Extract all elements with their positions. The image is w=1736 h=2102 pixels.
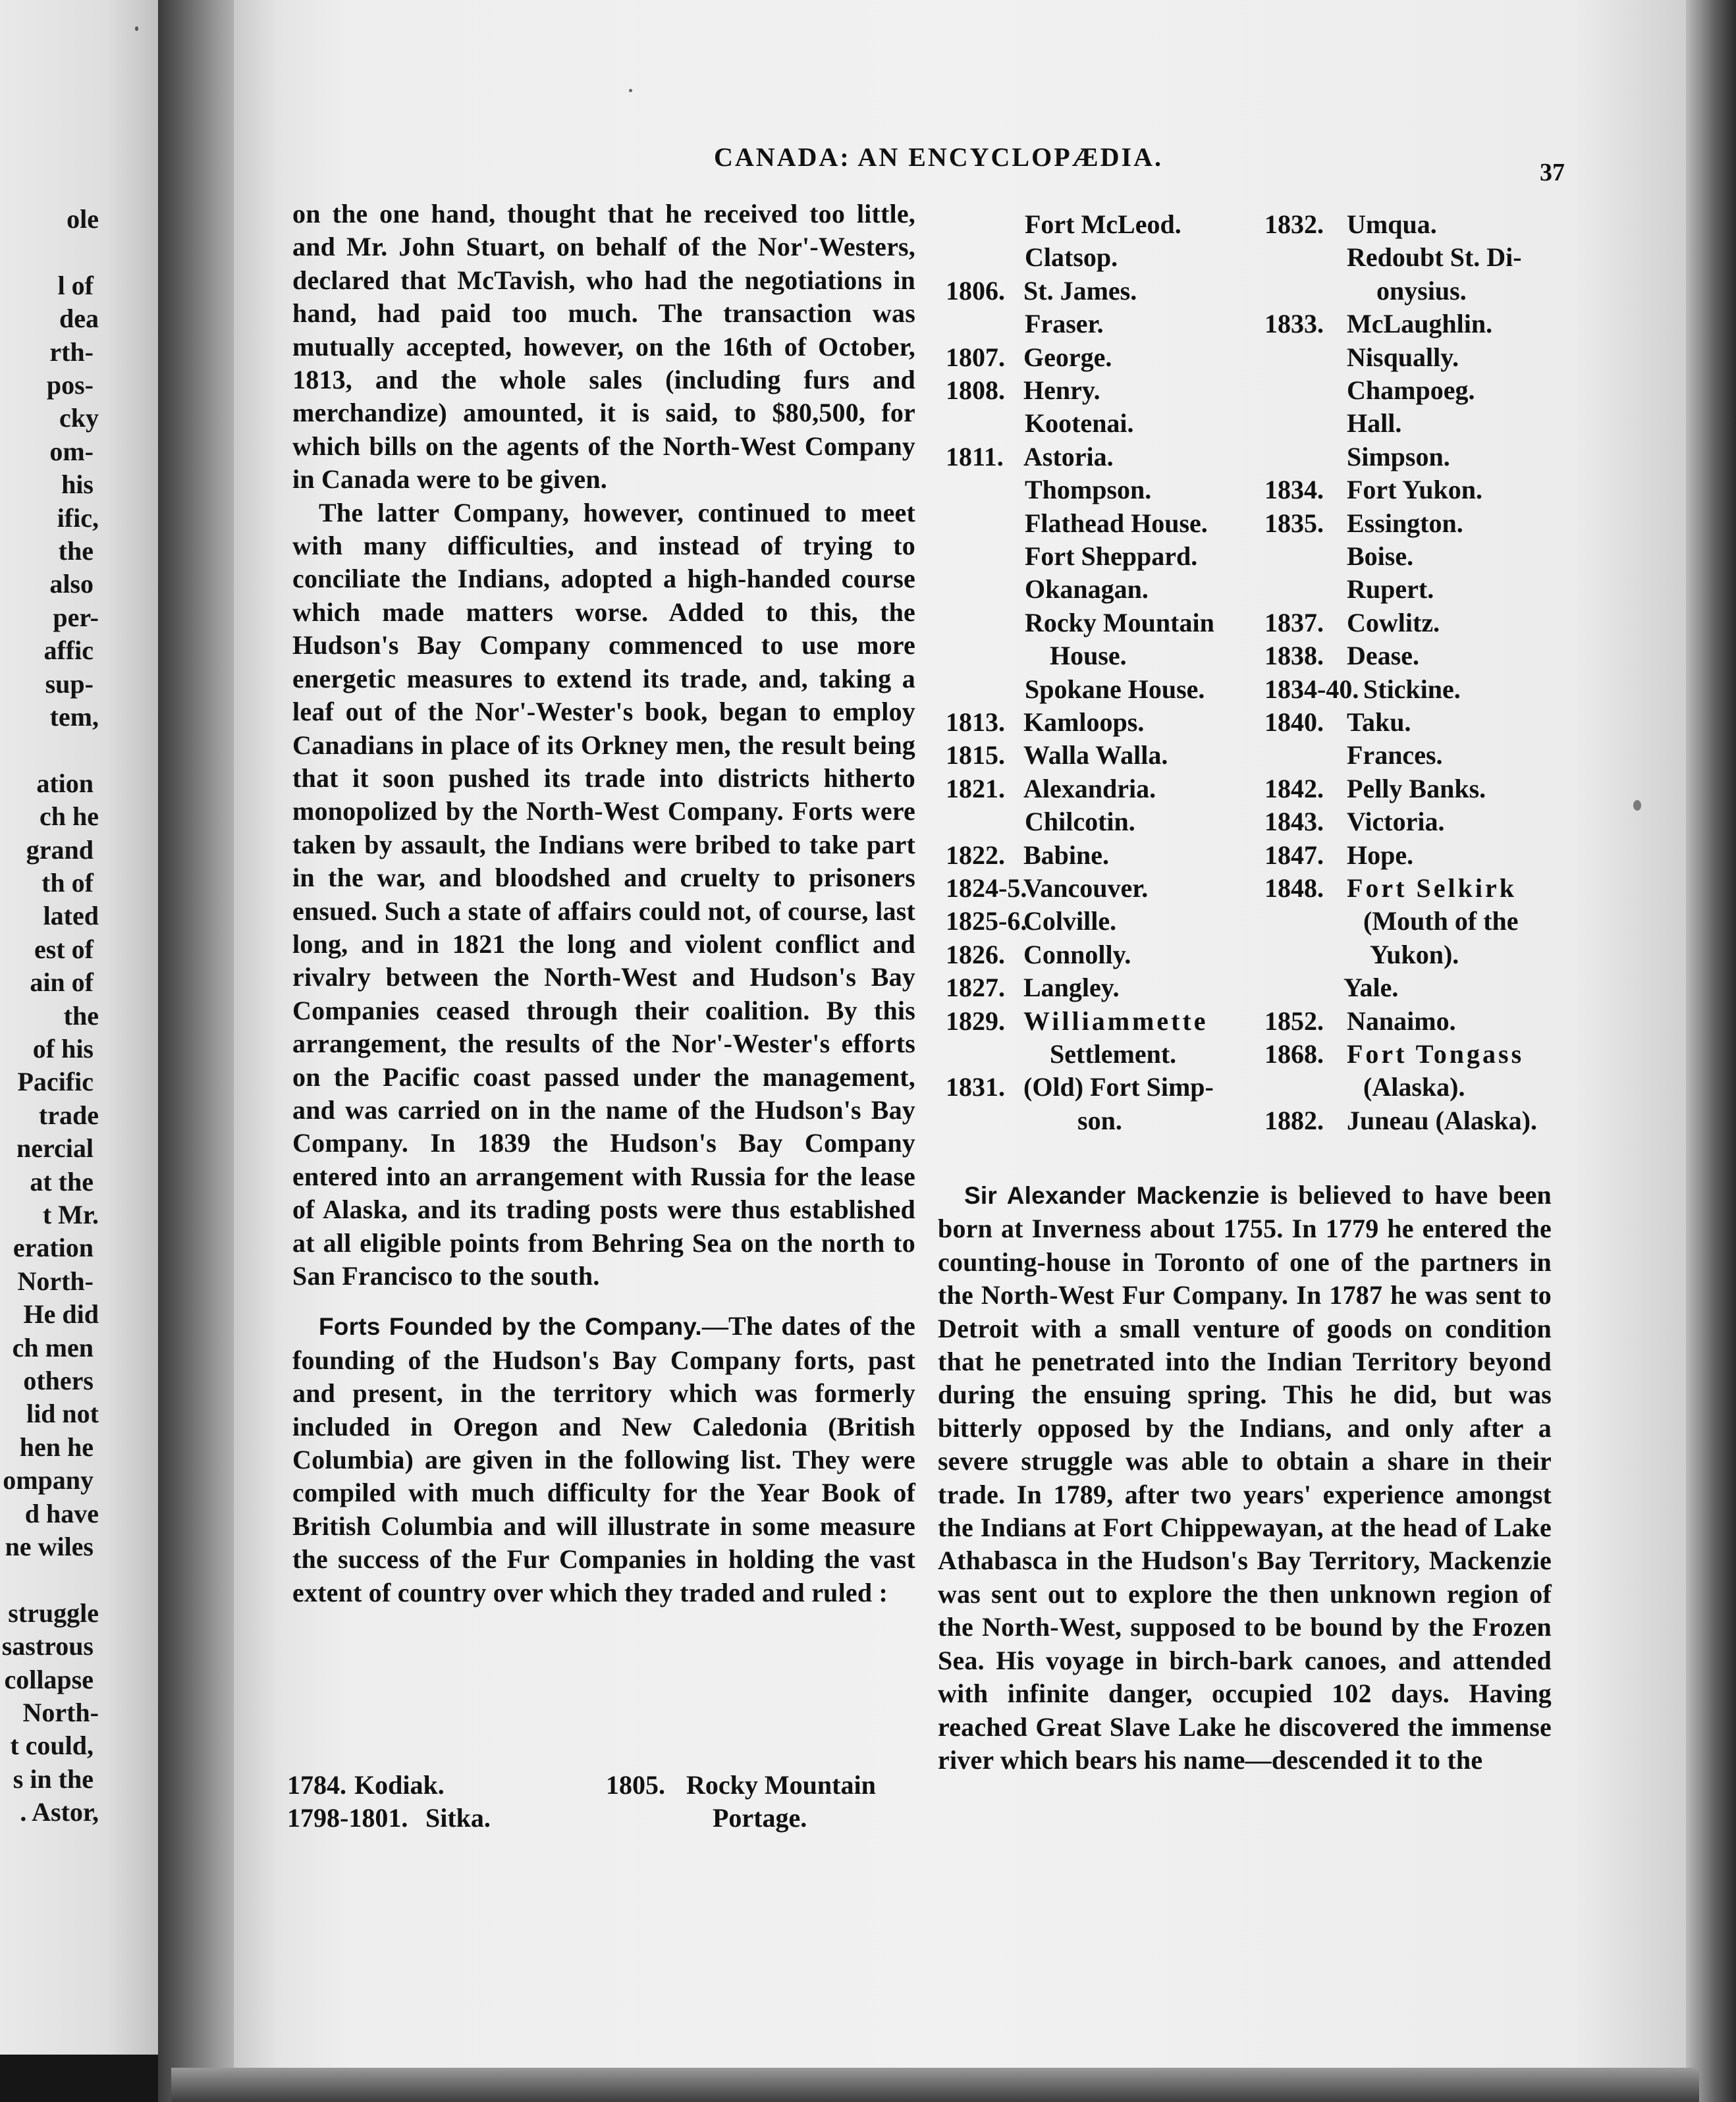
fort-name: (Old) Fort Simp-	[1023, 1072, 1214, 1102]
fort-year: 1831.	[946, 1072, 1005, 1102]
fort-name: House.	[1050, 641, 1127, 671]
fort-entry	[946, 1104, 1122, 1137]
fort-name: Fraser.	[1025, 309, 1104, 339]
fort-name: Essington.	[1347, 508, 1463, 538]
fort-entry	[287, 1802, 491, 1835]
left-page-line: ch men	[12, 1332, 94, 1362]
left-page-line: ific,	[57, 502, 99, 533]
fort-entry	[1264, 208, 1437, 241]
running-header: CANADA: AN ENCYCLOPÆDIA.	[714, 142, 1163, 172]
fort-entry	[1264, 473, 1482, 506]
fort-year: 1784.	[287, 1770, 346, 1800]
fort-name: Williammette	[1023, 1006, 1208, 1036]
left-page-line: eration	[13, 1233, 94, 1263]
fort-entry	[1264, 905, 1519, 938]
fort-name: Spokane House.	[1025, 674, 1205, 704]
fort-name: Fort Sheppard.	[1025, 541, 1198, 571]
fort-entry	[1264, 805, 1444, 838]
left-page-line: t could,	[10, 1731, 94, 1761]
fort-name: George.	[1023, 342, 1112, 372]
fort-entry	[1264, 839, 1413, 872]
paragraph-latter-company: The latter Company, however, continued to meet with many difficulties, and instead of trying to conciliate the Indians, adopted a high-handed course which made matters worse. Added to this, the Hudson's Bay Company commenced to use more energetic measures to extend its trade, and, taking a leaf out of the Nor'-Wester's book, began to employ Canadians in place of its Orkney men, the result being that it soon pushed its trade into districts hitherto monopolized by the North-West Company. Forts were taken by assault, the Indians were bribed to take part in the war, and bloodshed and cruelty to prisoners ensued. Such a state of affairs could not, of course, last long, and in 1821 the long and violent conflict and rivalry between the North-West and Hudson's Bay Companies ceased through their coalition. By this arrangement, the results of the Nor'-Wester's efforts on the Pacific coast passed under the management, and was carried on in the name of the Hudson's Bay Company. In 1839 the Hudson's Bay Company entered into an arrangement with Russia for the lease of Alaska, and its trading posts were thus established at all eligible points from Behring Sea on the north to San Francisco to the south.	[292, 497, 915, 1291]
left-page-line: grand	[26, 834, 94, 865]
fort-name: Henry.	[1023, 375, 1100, 405]
fort-name: Portage.	[713, 1803, 807, 1833]
paragraph-transaction: on the one hand, thought that he received too little, and Mr. John Stuart, on behalf of the Nor'-Westers, declared that McTavish, who had the negotiations in hand, had paid too much. The transaction was mutually accepted, however, on the 16th of October, 1813, and the whole sales (including furs and merchandize) amounted, it is said, to $80,500, for which bills on the agents of the North-West Company in Canada were to be given.	[292, 199, 915, 495]
fort-entry	[1264, 341, 1459, 374]
left-page-line: . Astor,	[20, 1797, 99, 1827]
fort-year: 1847.	[1264, 840, 1324, 870]
fort-name: Yale.	[1343, 973, 1399, 1003]
fort-entry	[1264, 639, 1419, 672]
mackenzie-body: is believed to have been born at Inverness about 1755. In 1779 he entered the counting-house in Toronto of one of the partners in the North-West Fur Company. In 1787 he was sent to Detroit with a small venture of goods on condition that he penetrated into the Indian Territory beyond during the ensuing spring. This he did, but was bitterly opposed by the Indians, and only after a severe struggle was able to obtain a share in their trade. In 1789, after two years' experience amongst the Indians at Fort Chippewayan, at the head of Lake Athabasca in the Hudson's Bay Territory, Mackenzie was sent out to explore the then unknown region of the North-West, supposed to be bound by the Frozen Sea. His voyage in birch-bark canoes, and attended with infinite danger, occupied 102 days. Having reached Great Slave Lake he discovered the immense river which bears his name—descended it to the	[938, 1180, 1552, 1775]
fort-year: 1798-1801.	[287, 1803, 408, 1833]
fort-entry	[1264, 971, 1398, 1004]
fort-year: 1824-5.	[946, 873, 1027, 903]
fort-name: Taku.	[1347, 707, 1411, 737]
fort-entry	[1264, 606, 1440, 639]
fort-entry	[946, 1038, 1176, 1071]
fort-entry	[946, 308, 1104, 340]
fort-name: (Mouth of the	[1363, 906, 1519, 936]
fort-entry	[946, 673, 1205, 706]
fort-year: 1808.	[946, 375, 1005, 405]
fort-entry	[946, 739, 1168, 772]
left-page-line: also	[49, 569, 94, 599]
fort-entry	[1264, 1005, 1456, 1038]
left-page-line: collapse	[4, 1664, 94, 1694]
left-page-line: est of	[34, 934, 94, 964]
fort-name: Redoubt St. Di-	[1347, 242, 1522, 273]
fort-name: Hall.	[1347, 408, 1402, 439]
left-page-line: rth-	[49, 337, 94, 367]
left-page-line: ch he	[40, 801, 99, 832]
left-page-line: l of	[57, 270, 94, 300]
fort-name: Walla Walla.	[1023, 740, 1168, 770]
fort-year: 1833.	[1264, 309, 1324, 339]
fort-name: Rupert.	[1347, 574, 1434, 605]
page-number: 37	[1540, 159, 1565, 186]
fort-name: Kootenai.	[1025, 408, 1134, 439]
fort-name: Hope.	[1347, 840, 1414, 870]
fort-name: Flathead House.	[1025, 508, 1208, 538]
fort-name: Yukon).	[1370, 939, 1459, 969]
fort-entry	[946, 275, 1137, 308]
fort-entry	[1264, 1038, 1524, 1071]
left-page-line: hen he	[19, 1432, 94, 1462]
fort-name: Stickine.	[1363, 674, 1461, 704]
fort-name: Babine.	[1023, 840, 1110, 870]
paper-speck	[135, 26, 138, 31]
fort-name: McLaughlin.	[1347, 309, 1493, 339]
fort-year: 1848.	[1264, 873, 1324, 903]
fort-name: Fort McLeod.	[1025, 209, 1181, 239]
fort-year: 1852.	[1264, 1006, 1324, 1036]
fort-year: 1813.	[946, 707, 1005, 737]
fort-entry	[1264, 441, 1450, 473]
fort-year: 1807.	[946, 342, 1005, 372]
fort-name: Fort Selkirk	[1347, 873, 1517, 903]
left-page-line: om-	[49, 436, 94, 466]
fort-name: Fort Tongass	[1347, 1039, 1525, 1069]
fort-name: Chilcotin.	[1025, 807, 1135, 837]
fort-year: 1827.	[946, 973, 1005, 1003]
fort-year: 1834.	[1264, 475, 1324, 505]
left-page-line: ain of	[30, 967, 94, 998]
fort-entry	[606, 1769, 876, 1802]
left-page-line: ole	[67, 204, 99, 234]
fort-entry	[1264, 374, 1475, 407]
left-page-line: lated	[43, 901, 99, 931]
fort-entry	[946, 507, 1208, 540]
left-page-line: North-	[17, 1266, 94, 1296]
fort-name: Umqua.	[1347, 209, 1437, 239]
fort-year: 1868.	[1264, 1039, 1324, 1069]
left-page-line: lid not	[26, 1399, 99, 1429]
fort-entry	[1264, 241, 1522, 274]
fort-entry	[946, 706, 1144, 739]
fort-name: Settlement.	[1050, 1039, 1177, 1069]
fort-name: Astoria.	[1023, 441, 1114, 472]
fort-entry	[946, 540, 1197, 573]
left-page-line: at the	[30, 1166, 94, 1197]
fort-name: Connolly.	[1023, 939, 1131, 969]
fort-name: St. James.	[1023, 275, 1137, 306]
paper-speck	[629, 89, 632, 92]
fort-year: 1822.	[946, 840, 1005, 870]
fort-name: Kodiak.	[354, 1770, 445, 1800]
fort-entry	[1264, 872, 1517, 905]
fort-year: 1843.	[1264, 807, 1324, 837]
left-page-line: struggle	[8, 1598, 99, 1628]
fort-entry	[946, 839, 1109, 872]
left-page-line: d have	[24, 1498, 99, 1528]
paragraph-mackenzie	[938, 1179, 1552, 1777]
fort-year: 1837.	[1264, 607, 1324, 637]
fort-entry	[1264, 507, 1463, 540]
fort-year: 1840.	[1264, 707, 1324, 737]
paragraph-forts-intro	[292, 1310, 915, 1609]
fort-year: 1815.	[946, 740, 1005, 770]
left-page-line: pos-	[46, 370, 94, 400]
fort-entry	[606, 1802, 807, 1835]
left-page-line: t Mr.	[42, 1200, 99, 1229]
fort-entry	[1264, 275, 1467, 308]
fort-name: Rocky Mountain	[686, 1770, 876, 1800]
fort-name: Simpson.	[1347, 441, 1450, 472]
fort-name: Kamloops.	[1023, 707, 1145, 737]
fort-name: Champoeg.	[1347, 375, 1475, 405]
fort-name: Pelly Banks.	[1347, 773, 1486, 803]
fort-entry	[1264, 772, 1486, 805]
fort-name: Colville.	[1023, 906, 1117, 936]
left-page-line: the	[58, 536, 94, 566]
fort-entry	[946, 241, 1118, 274]
fort-name: Alexandria.	[1023, 773, 1156, 803]
fort-entry	[1264, 938, 1459, 971]
fort-entry	[946, 606, 1214, 639]
fort-year: 1832.	[1264, 209, 1324, 239]
left-page-fragment	[0, 0, 178, 2055]
fort-year: 1825-6.	[946, 906, 1027, 936]
left-page-line: ation	[36, 768, 94, 798]
left-page-line: North-	[22, 1698, 99, 1727]
fort-entry	[287, 1769, 445, 1802]
fort-entry	[946, 938, 1131, 971]
fort-name: Nisqually.	[1347, 342, 1459, 372]
left-page-line: s in the	[13, 1764, 94, 1794]
fort-entry	[946, 772, 1156, 805]
fort-name: Thompson.	[1025, 475, 1152, 505]
left-page-line: dea	[59, 304, 99, 334]
fort-year: 1826.	[946, 939, 1005, 969]
forts-intro-text: —The dates of the founding of the Hudson's Bay Company forts, past and present, in the territory which was formerly included in Oregon and New Caledonia (British Columbia) are given in the following list. They were compiled with much difficulty for the Year Book of British Columbia and will illustrate in some measure the success of the Fur Companies in holding the vast extent of country over which they traded and ruled :	[292, 1311, 915, 1607]
fort-name: Langley.	[1023, 973, 1120, 1003]
fort-year: 1805.	[606, 1770, 665, 1800]
fort-year: 1838.	[1264, 641, 1324, 671]
left-page-line: cky	[59, 403, 99, 433]
paper-speck	[1633, 800, 1641, 811]
fort-year: 1806.	[946, 275, 1005, 306]
fort-entry	[946, 573, 1149, 606]
fort-year: 1834-40.	[1264, 674, 1359, 704]
fort-name: Okanagan.	[1025, 574, 1149, 605]
left-page-line: Pacific	[17, 1067, 94, 1097]
fort-name: Victoria.	[1347, 807, 1445, 837]
left-page-line: sastrous	[1, 1631, 94, 1661]
left-page-line: th of	[41, 868, 94, 898]
fort-name: Sitka.	[425, 1803, 491, 1833]
fort-name: Clatsop.	[1025, 242, 1118, 273]
fort-name: Dease.	[1347, 641, 1419, 671]
fort-entry	[1264, 407, 1401, 440]
fort-year: 1835.	[1264, 508, 1324, 538]
fort-entry	[946, 473, 1151, 506]
left-page-line: trade	[38, 1100, 99, 1130]
fort-entry	[1264, 673, 1461, 706]
fort-year: 1842.	[1264, 773, 1324, 803]
left-page-line: He did	[23, 1299, 99, 1330]
fort-entry	[946, 374, 1100, 407]
left-page-line: per-	[53, 602, 99, 632]
fort-entry	[946, 805, 1135, 838]
gutter-shadow	[158, 0, 244, 2102]
left-page-line: others	[23, 1366, 94, 1395]
left-page-line: sup-	[45, 668, 94, 699]
fort-entry	[946, 971, 1120, 1004]
left-page-line: his	[61, 470, 94, 500]
fort-name: Frances.	[1347, 740, 1443, 770]
fort-entry	[1264, 308, 1492, 340]
mackenzie-heading: Sir Alexander Mackenzie	[964, 1182, 1260, 1209]
left-page-line: tem,	[49, 702, 99, 732]
fort-name: son.	[1077, 1105, 1122, 1135]
fort-year: 1882.	[1264, 1105, 1324, 1135]
fort-year: 1821.	[946, 773, 1005, 803]
fort-year: 1811.	[946, 441, 1004, 472]
fort-name: Fort Yukon.	[1347, 475, 1482, 505]
fort-entry	[946, 341, 1112, 374]
fort-name: (Alaska).	[1363, 1072, 1465, 1102]
fort-entry	[1264, 739, 1443, 772]
fort-entry	[946, 1071, 1214, 1104]
fort-entry	[946, 1005, 1208, 1038]
left-page-line: affic	[43, 635, 94, 666]
fort-entry	[1264, 573, 1434, 606]
left-page-line: the	[63, 1000, 99, 1031]
fort-name: Juneau (Alaska).	[1347, 1105, 1537, 1135]
fort-entry	[1264, 1104, 1537, 1137]
forts-heading: Forts Founded by the Company.	[319, 1313, 702, 1341]
left-page-line: ne wiles	[5, 1532, 94, 1561]
fort-entry	[1264, 1071, 1465, 1104]
fort-name: Boise.	[1347, 541, 1414, 571]
fort-entry	[1264, 540, 1413, 573]
fort-name: onysius.	[1376, 275, 1467, 306]
fort-entry	[946, 905, 1116, 938]
fort-name: Nanaimo.	[1347, 1006, 1456, 1036]
fort-entry	[946, 208, 1181, 241]
column-1	[292, 198, 915, 1609]
fort-entry	[1264, 706, 1411, 739]
page-edge	[1686, 0, 1736, 2102]
left-page-line: of his	[32, 1034, 94, 1064]
left-page-line: ompany	[3, 1465, 94, 1496]
column-mackenzie	[938, 1179, 1552, 1777]
bottom-edge	[171, 2068, 1699, 2102]
fort-entry	[946, 872, 1148, 905]
fort-name: Vancouver.	[1023, 873, 1149, 903]
fort-year: 1829.	[946, 1006, 1005, 1036]
fort-name: Rocky Mountain	[1025, 607, 1214, 637]
fort-entry	[946, 407, 1134, 440]
fort-entry	[946, 639, 1127, 672]
fort-entry	[946, 441, 1114, 473]
fort-name: Cowlitz.	[1347, 607, 1440, 637]
left-page-line: nercial	[16, 1133, 94, 1164]
